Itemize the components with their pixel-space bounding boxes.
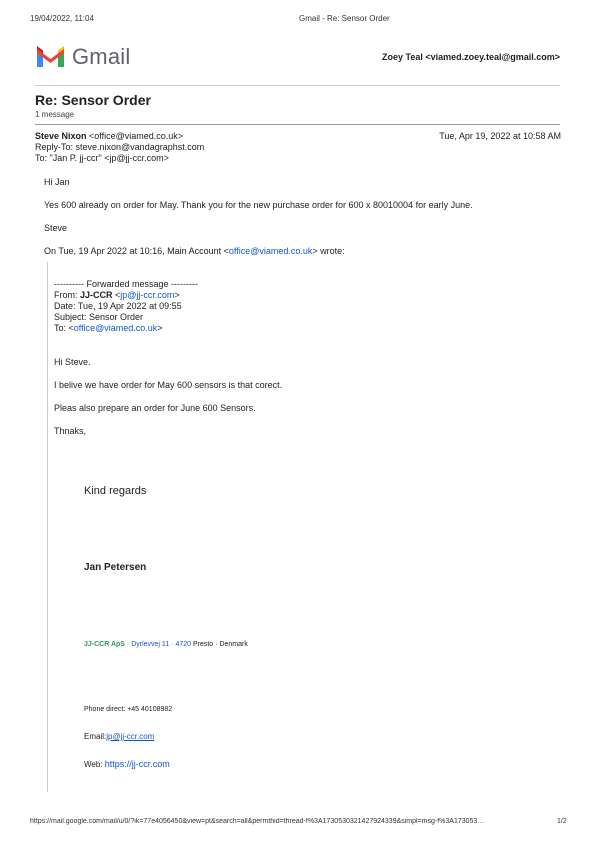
header-rule bbox=[35, 85, 560, 86]
signature-city: Presto bbox=[191, 641, 214, 648]
thread-subject: Re: Sensor Order bbox=[35, 92, 151, 108]
forward-closing: Thnaks, bbox=[54, 426, 87, 436]
forward-from-email-link[interactable]: jp@jj-ccr.com bbox=[120, 290, 175, 300]
signature-phone: Phone direct: +45 40108982 bbox=[84, 706, 173, 713]
signature-street[interactable]: Dyrlevvej 11 bbox=[131, 641, 170, 648]
greeting: Hi Jan bbox=[44, 177, 70, 187]
signature-zip[interactable]: 4720 bbox=[175, 641, 192, 648]
forward-date: Date: Tue, 19 Apr 2022 at 09:55 bbox=[54, 301, 182, 311]
forward-subject: Subject: Sensor Order bbox=[54, 312, 144, 322]
signature-web: Web: https://jj-ccr.com bbox=[84, 759, 170, 769]
quote-attribution: On Tue, 19 Apr 2022 at 10:16, Main Account <office@viamed.co.uk> wrote: bbox=[44, 246, 345, 256]
signature-email-link[interactable]: jp@jj-ccr.com bbox=[106, 732, 155, 741]
message-body: Yes 600 already on order for May. Thank you for the new purchase order for 600 x 80010004 for early June. bbox=[44, 200, 473, 210]
from-name[interactable]: Steve Nixon bbox=[35, 131, 87, 141]
gmail-logo-icon bbox=[35, 45, 66, 69]
signature-country: Denmark bbox=[219, 641, 248, 648]
signature-web-link[interactable]: https://jj-ccr.com bbox=[104, 759, 170, 769]
forward-line-2: Pleas also prepare an order for June 600 Sensors. bbox=[54, 403, 256, 413]
subject-rule bbox=[35, 124, 560, 125]
print-datetime: 19/04/2022, 11:04 bbox=[30, 14, 94, 23]
forward-banner: ---------- Forwarded message --------- bbox=[54, 279, 198, 289]
signature-email: Email:jp@jj-ccr.com bbox=[84, 732, 155, 741]
account-user: Zoey Teal <viamed.zoey.teal@gmail.com> bbox=[381, 52, 560, 62]
gmail-wordmark: Gmail bbox=[72, 44, 131, 69]
forward-to: To: <office@viamed.co.uk> bbox=[54, 323, 163, 333]
message-count: 1 message bbox=[35, 110, 75, 119]
forward-from-name: JJ-CCR bbox=[80, 290, 113, 300]
from-email[interactable]: <office@viamed.co.uk> bbox=[89, 131, 184, 141]
signature-company: JJ-CCR ApS bbox=[84, 641, 125, 648]
quote-bar bbox=[47, 262, 48, 792]
forward-from: From: JJ-CCR <jp@jj-ccr.com> bbox=[54, 290, 180, 300]
forward-greeting: Hi Steve. bbox=[54, 357, 91, 367]
signoff: Steve bbox=[44, 223, 68, 233]
message-date: Tue, Apr 19, 2022 at 10:58 AM bbox=[439, 131, 561, 141]
forward-to-email-link[interactable]: office@viamed.co.uk bbox=[73, 323, 158, 333]
quote-email-link[interactable]: office@viamed.co.uk bbox=[228, 246, 313, 256]
reply-to: Reply-To: steve.nixon@vandagraphst.com bbox=[35, 142, 205, 152]
forward-line-1: I belive we have order for May 600 sensors is that corect. bbox=[54, 380, 283, 390]
to-line: To: "Jan P. jj-ccr" <jp@jj-ccr.com> bbox=[35, 153, 169, 163]
print-url: https://mail.google.com/mail/u/0/?ik=77e4056450&view=pt&search=all&permthid=thread-f%3A1730530321427924339&simpl=msg-f%3A173053… bbox=[30, 818, 485, 825]
print-title: Gmail - Re: Sensor Order bbox=[299, 14, 390, 23]
print-page-number: 1/2 bbox=[557, 818, 567, 825]
signature-address: JJ-CCR ApS · Dyrlevvej 11 · 4720 Presto · Denmark bbox=[84, 641, 248, 648]
signature-regards: Kind regards bbox=[84, 485, 147, 497]
signature-name: Jan Petersen bbox=[84, 562, 147, 573]
message-from bbox=[35, 131, 183, 142]
